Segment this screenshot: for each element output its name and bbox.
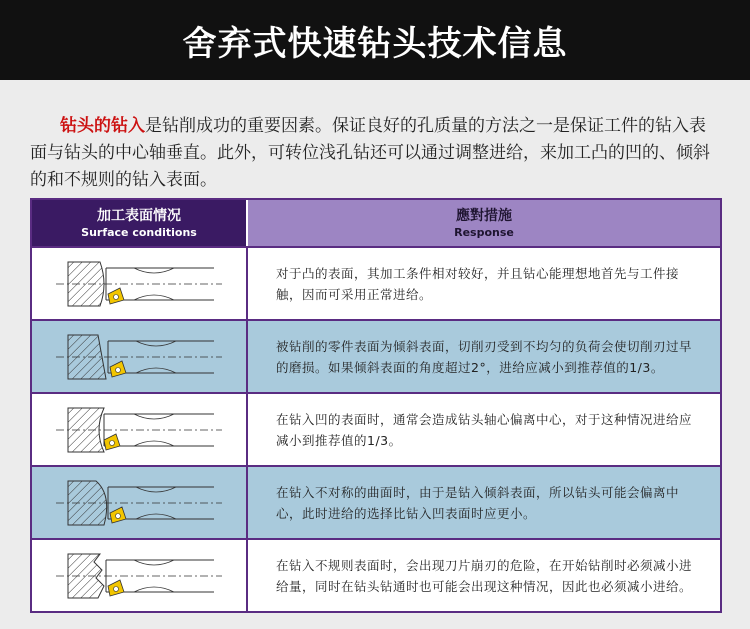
page-title: 舍弃式快速钻头技术信息 [182,23,568,64]
convex-surface-drill-icon [54,256,224,312]
table-row [32,394,720,467]
title-bar [0,0,750,80]
response-text: 在钻入不规则表面时，会出现刀片崩刃的危险，在开始钻削时必须减小进给量，同时在钻头钻通时也可能会出现这种情况，因此也必须减小进给。 [276,557,693,594]
irregular-surface-drill-icon [54,548,224,604]
intro-paragraph [30,113,720,194]
header-response [248,200,720,246]
header-surface-cn: 加工表面情况 [97,207,181,224]
table-row [32,540,720,611]
table-header [32,200,720,248]
surface-conditions-table [30,198,722,613]
response-text: 对于凸的表面，其加工条件相对较好，并且钻心能理想地首先与工件接触，因而可采用正常进给。 [276,265,680,302]
table-row [32,467,720,540]
inclined-surface-drill-icon [54,329,224,385]
intro-text: 是钻削成功的重要因素。保证良好的孔质量的方法之一是保证工件的钻入表面与钻头的中心轴垂直。此外，可转位浅孔钻还可以通过调整进给，来加工凸的凹的、倾斜的和不规则的钻入表面。 [30,116,710,190]
header-surface-en: Surface conditions [81,225,197,239]
response-text: 被钻削的零件表面为倾斜表面，切削刃受到不均匀的负荷会使切削刃过早的磨损。如果倾斜表面的角度超过2°，进给应减小到推荐值的1/3。 [276,338,693,375]
concave-surface-drill-icon [54,402,224,458]
response-text: 在钻入不对称的曲面时，由于是钻入倾斜表面，所以钻头可能会偏离中心，此时进给的选择比钻入凹表面时应更小。 [276,484,680,521]
header-response-en: Response [454,225,514,239]
response-text: 在钻入凹的表面时，通常会造成钻头轴心偏离中心，对于这种情况进给应减小到推荐值的1/3。 [276,411,693,448]
table-row [32,248,720,321]
table-row [32,321,720,394]
intro-highlight: 钻头的钻入 [60,116,145,136]
header-response-cn: 應對措施 [456,207,512,224]
header-surface-conditions [32,200,248,246]
asymmetric-curved-surface-drill-icon [54,475,224,531]
